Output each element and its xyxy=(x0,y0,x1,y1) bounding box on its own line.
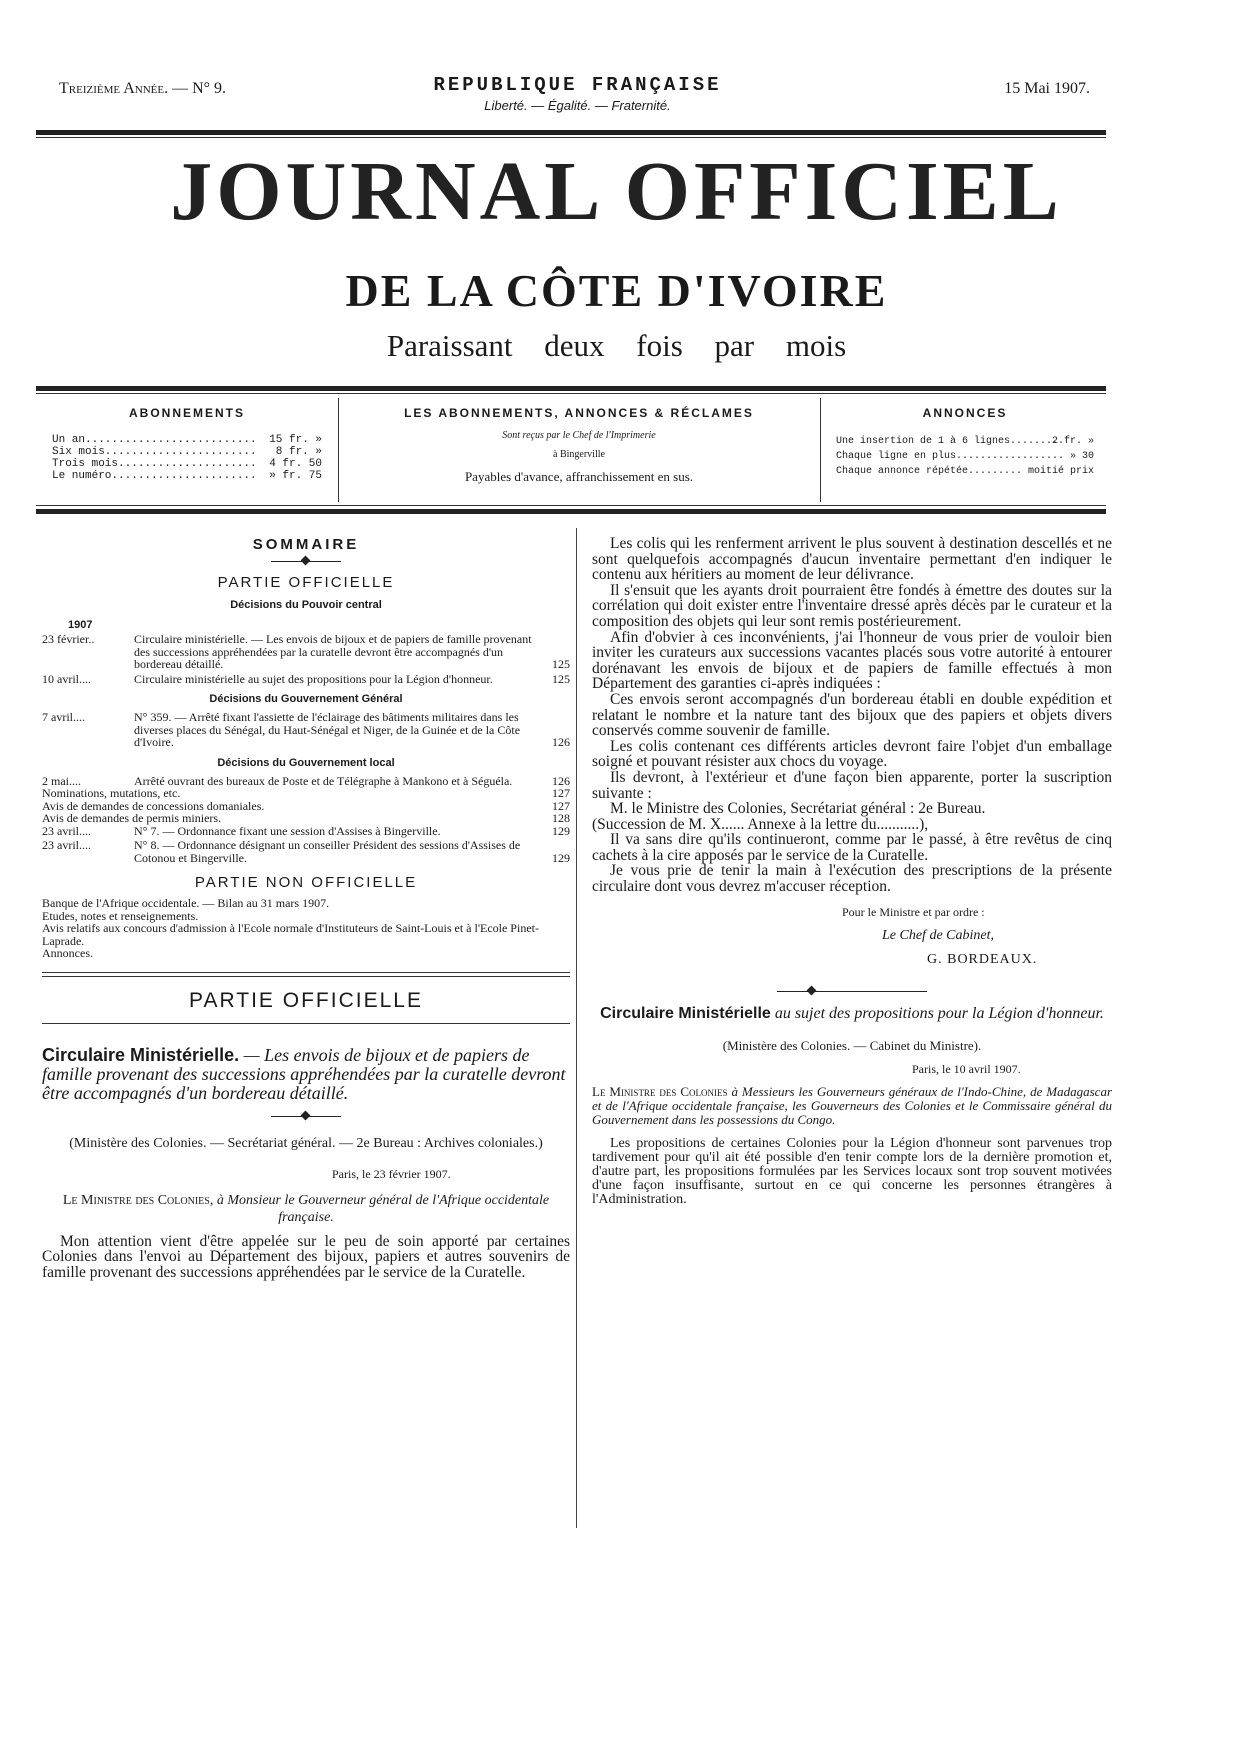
toc-entry: 23 avril.... N° 8. — Ordonnance désignant un conseiller Président des sessions d'Assises de Cotonou et Bingerville. 129 xyxy=(42,838,570,865)
article-paragraph: Mon attention vient d'être appelée sur le peu de soin apporté par certaines Colonies dans l'envoi au Département des bijoux, papiers et autres souvenirs de famille provenant des successions appréhendées par le service de la Curatelle. xyxy=(42,1232,570,1281)
left-column xyxy=(42,536,570,1280)
article-origin: (Ministère des Colonies. — Secrétariat général. — 2e Bureau : Archives coloniales.) xyxy=(69,1135,543,1151)
orders-line: Sont reçus par le Chef de l'Imprimerie xyxy=(502,430,656,441)
article-paragraph: Ils devront, à l'extérieur et d'une façon bien apparente, porter la suscription suivante : xyxy=(592,768,1112,802)
toc-entry: Avis de demandes de concessions domaniales. 127 xyxy=(42,798,570,813)
annonces-heading: ANNONCES xyxy=(922,406,1008,420)
toc-entry: 7 avril.... N° 359. — Arrêté fixant l'assiette de l'éclairage des bâtiments militaires dans les diverses places du Sénégal, du Haut-Sénégal et Niger, de la Guinée et de la Côte d'Ivoire. 126 xyxy=(42,710,570,749)
signature-line: Pour le Ministre et par ordre : xyxy=(842,904,985,919)
column-divider xyxy=(576,528,577,1528)
divider xyxy=(36,137,1106,138)
divider xyxy=(42,1023,570,1024)
republic-heading: REPUBLIQUE FRANÇAISE xyxy=(433,74,722,96)
article-paragraph: Ces envois seront accompagnés d'un bordereau établi en double expédition et relatant le nombre et la nature tant des bijoux que des papiers et objets divers conservés comme souvenir de famille. xyxy=(592,690,1112,740)
signature-name: G. BORDEAUX. xyxy=(927,951,1038,967)
article-title: Circulaire Ministérielle. — Les envois de bijoux et de papiers de famille provenant des successions appréhendées par la curatelle devront être accompagnés d'un bordereau détaillé. xyxy=(42,1044,566,1103)
section-heading: PARTIE OFFICIELLE xyxy=(189,988,423,1012)
toc-subheading: Décisions du Gouvernement local xyxy=(217,756,395,769)
article-address: Le Ministre des Colonies, à Monsieur le Gouverneur général de l'Afrique occidentale française. xyxy=(62,1192,550,1225)
ornament xyxy=(777,986,927,996)
price-row: Le numéro...................... » fr. 75 xyxy=(52,470,322,482)
issue-date: 15 Mai 1907. xyxy=(1004,80,1090,97)
page-title: JOURNAL OFFICIEL xyxy=(170,145,1063,238)
toc-entry: Nominations, mutations, etc. 127 xyxy=(42,786,570,800)
article-date: Paris, le 23 février 1907. xyxy=(332,1166,451,1181)
divider xyxy=(42,972,570,973)
orders-heading: LES ABONNEMENTS, ANNONCES & RÉCLAMES xyxy=(404,406,754,420)
price-row: Chaque ligne en plus.................. » 30 xyxy=(836,451,1094,462)
article-address: Le Ministre des Colonies à Messieurs les Gouverneurs généraux de l'Indo-Chine, de Madagascar et de l'Afrique occidentale française, les Gouverneurs des Colonies et le Commissaire général du Gouvernement dans les possessions du Congo. xyxy=(592,1083,1112,1127)
subscriptions-box xyxy=(42,398,1104,506)
price-row: Trois mois..................... 4 fr. 50 xyxy=(52,458,322,470)
page-subtitle: DE LA CÔTE D'IVOIRE xyxy=(345,265,888,316)
divider xyxy=(36,130,1106,135)
annonces-panel xyxy=(826,398,1104,506)
toc-subheading: Décisions du Gouvernement Général xyxy=(209,693,403,705)
divider xyxy=(42,976,570,977)
article-paragraph: Les colis qui les renferment arrivent le plus souvent à destination descellés et ne sont quelquefois accompagnés d'aucun inventaire permettant d'en indiquer le contenu aux héritiers au moment de leur délivrance. xyxy=(592,535,1112,584)
price-row: Une insertion de 1 à 6 lignes......... 2 fr. » xyxy=(836,436,1094,447)
toc-entry: Banque de l'Afrique occidentale. — Bilan au 31 mars 1907. xyxy=(42,896,330,910)
price-row: Six mois....................... 8 fr. » xyxy=(52,446,322,458)
divider xyxy=(36,386,1106,391)
article-title: Circulaire Ministérielle au sujet des propositions pour la Légion d'honneur. xyxy=(600,1004,1104,1022)
toc-entry: 23 avril.... N° 7. — Ordonnance fixant une session d'Assises à Bingerville. 129 xyxy=(42,823,570,838)
toc-entry: Avis relatifs aux concours d'admission à l'Ecole normale d'Instituteurs de Saint-Louis et à l'Ecole Pinet-Laprade. xyxy=(42,921,539,948)
abonnements-heading: ABONNEMENTS xyxy=(128,406,245,420)
partie-non-officielle-heading: PARTIE NON OFFICIELLE xyxy=(194,874,418,891)
article-paragraph: Afin d'obvier à ces inconvénients, j'ai l'honneur de vous prier de vouloir bien inviter les curateurs aux successions vacantes placés sous votre autorité à entourer dorénavant les envois de bijoux et de papiers de famille effectués à mon Département des garanties ci-après indiquées : xyxy=(592,628,1112,693)
toc-entry: Avis de demandes de permis miniers. 128 xyxy=(42,811,570,825)
sommaire-title: SOMMAIRE xyxy=(252,536,360,553)
toc-subheading: Décisions du Pouvoir central xyxy=(230,599,382,611)
ornament xyxy=(271,556,341,566)
price-row: Chaque annonce répétée......... moitié prix xyxy=(836,466,1094,477)
article-paragraph: Les colis contenant ces différents articles devront faire l'objet d'un emballage soigné et pouvant résister aux chocs du voyage. xyxy=(592,737,1112,771)
article-paragraph: Il s'ensuit que les ayants droit pourraient être fondés à émettre des doutes sur la corrélation qui doit exister entre l'inventaire dressé après décès par le curateur et la composition des objets qui leur sont remis postérieurement. xyxy=(592,581,1112,630)
periodicity: Paraissant deux fois par mois xyxy=(386,328,847,363)
article-paragraph: Il va sans dire qu'ils continueront, comme par le passé, à être revêtus de cinq cachets à la cire apposés par le service de la Curatelle. xyxy=(592,831,1112,864)
signature-title: Le Chef de Cabinet, xyxy=(882,927,994,943)
partie-officielle-heading: PARTIE OFFICIELLE xyxy=(217,574,395,591)
toc-entry: Annonces. xyxy=(42,946,93,960)
issue-number: Treizième Année. — N° 9. xyxy=(59,80,227,97)
masthead-topline xyxy=(55,74,1100,134)
divider xyxy=(820,398,821,502)
divider xyxy=(36,505,1106,506)
toc-year: 1907 xyxy=(68,619,93,631)
article-paragraph: (Succession de M. X...... Annexe à la lettre du...........), xyxy=(592,815,929,833)
right-column xyxy=(592,536,1112,1207)
article-paragraph: Les propositions de certaines Colonies pour la Légion d'honneur sont parvenues trop tardivement pour qu'il ait été possible d'en tenir compte lors de la dernière promotion et, d'autre part, les propositions formulées par les Services locaux sont trop souvent motivées d'une façon insuffisante, surtout en ce qui concerne les personnes étrangères à l'Administration. xyxy=(592,1135,1112,1207)
article-paragraph: Je vous prie de tenir la main à l'exécution des prescriptions de la présente circulaire dont vous devrez m'accuser réception. xyxy=(592,862,1112,896)
divider xyxy=(338,398,339,502)
motto: Liberté. — Égalité. — Fraternité. xyxy=(484,98,671,113)
orders-line: à Bingerville xyxy=(553,449,605,460)
toc-entry: 23 février.. Circulaire ministérielle. — Les envois de bijoux et de papiers de famille provenant des successions appréhendées par la curatelle devront être accompagnés d'un bordereau détaillé. 125 xyxy=(42,632,570,671)
article-paragraph: M. le Ministre des Colonies, Secrétariat général : 2e Bureau. xyxy=(610,800,986,818)
orders-panel xyxy=(344,398,814,506)
article-origin: (Ministère des Colonies. — Cabinet du Ministre). xyxy=(722,1037,982,1053)
price-row: Un an.......................... 15 fr. » xyxy=(52,434,322,446)
toc-entry: Etudes, notes et renseignements. xyxy=(42,908,199,923)
orders-line: Payables d'avance, affranchissement en sus. xyxy=(464,469,694,484)
divider xyxy=(36,393,1106,394)
divider xyxy=(36,509,1106,514)
toc-entry: 2 mai.... Arrêté ouvrant des bureaux de Poste et de Télégraphe à Mankono et à Séguéla. 126 xyxy=(42,773,570,788)
toc-entry: 10 avril.... Circulaire ministérielle au sujet des propositions pour la Légion d'honneur. 125 xyxy=(42,671,570,686)
article-date: Paris, le 10 avril 1907. xyxy=(912,1061,1021,1076)
ornament xyxy=(271,1111,341,1121)
abonnements-panel xyxy=(42,398,332,506)
